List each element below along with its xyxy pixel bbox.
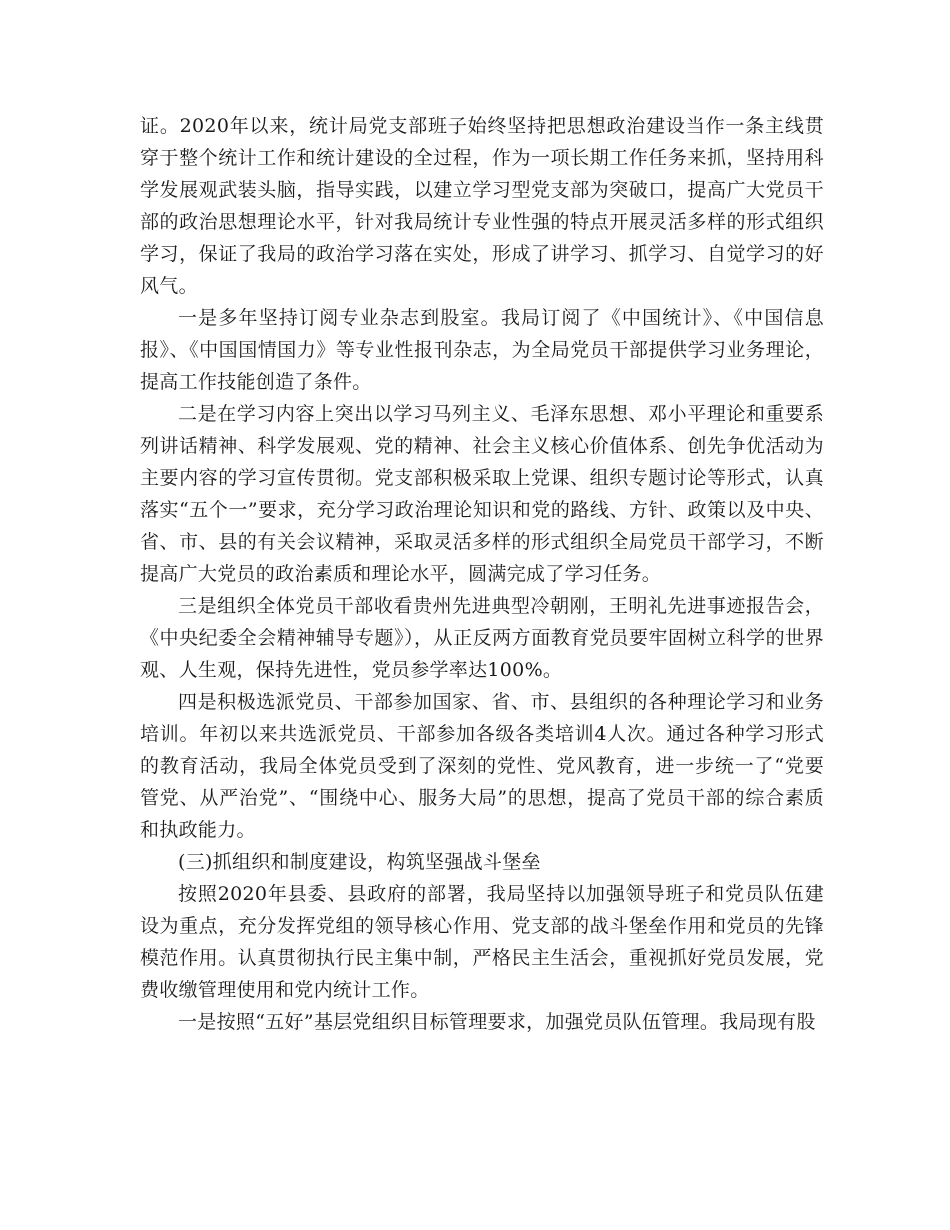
paragraph-organization: 按照2020年县委、县政府的部署，我局坚持以加强领导班子和党员队伍建设为重点，充分发挥党组的领导核心作用、党支部的战斗堡垒作用和党员的先锋模范作用。认真贯彻执行民主集中制，严格民主生活会，重视抓好党员发展，党费收缴管理使用和党内统计工作。 [140,883,824,1001]
paragraph-watch-report: 三是组织全体党员干部收看贵州先进典型冷朝刚，王明礼先进事迹报告会，《中央纪委全会精神辅导专题》），从正反两方面教育党员要牢固树立科学的世界观、人生观，保持先进性，党员参学率达100%。 [140,595,824,681]
section-heading: (三)抓组织和制度建设，构筑坚强战斗堡垒 [178,851,541,873]
paragraph-training: 四是积极选派党员、干部参加国家、省、市、县组织的各种理论学习和业务培训。年初以来共选派党员、干部参加各级各类培训4人次。通过各种学习形式的教育活动，我局全体党员受到了深刻的党性、党风教育，进一步统一了“党要管党、从严治党”、“围绕中心、服务大局”的思想，提高了党员干部的综合素质和执政能力。 [140,691,824,841]
paragraph-five-good: 一是按照“五好”基层党组织目标管理要求，加强党员队伍管理。我局现有股 [178,1011,816,1033]
document-body [140,110,824,1038]
paragraph-subscription: 一是多年坚持订阅专业杂志到股室。我局订阅了《中国统计》、《中国信息报》、《中国国情国力》等专业性报刊杂志，为全局党员干部提供学习业务理论，提高工作技能创造了条件。 [140,307,824,393]
paragraph-continuation: 证。2020年以来，统计局党支部班子始终坚持把思想政治建设当作一条主线贯穿于整个统计工作和统计建设的全过程，作为一项长期工作任务来抓，坚持用科学发展观武装头脑，指导实践，以建立学习型党支部为突破口，提高广大党员干部的政治思想理论水平，针对我局统计专业性强的特点开展灵活多样的形式组织学习，保证了我局的政治学习落在实处，形成了讲学习、抓学习、自觉学习的好风气。 [140,115,824,297]
paragraph-study-content: 二是在学习内容上突出以学习马列主义、毛泽东思想、邓小平理论和重要系列讲话精神、科学发展观、党的精神、社会主义核心价值体系、创先争优活动为主要内容的学习宣传贯彻。党支部积极采取上党课、组织专题讨论等形式，认真落实“五个一”要求，充分学习政治理论知识和党的路线、方针、政策以及中央、省、市、县的有关会议精神，采取灵活多样的形式组织全局党员干部学习，不断提高广大党员的政治素质和理论水平，圆满完成了学习任务。 [140,403,824,585]
